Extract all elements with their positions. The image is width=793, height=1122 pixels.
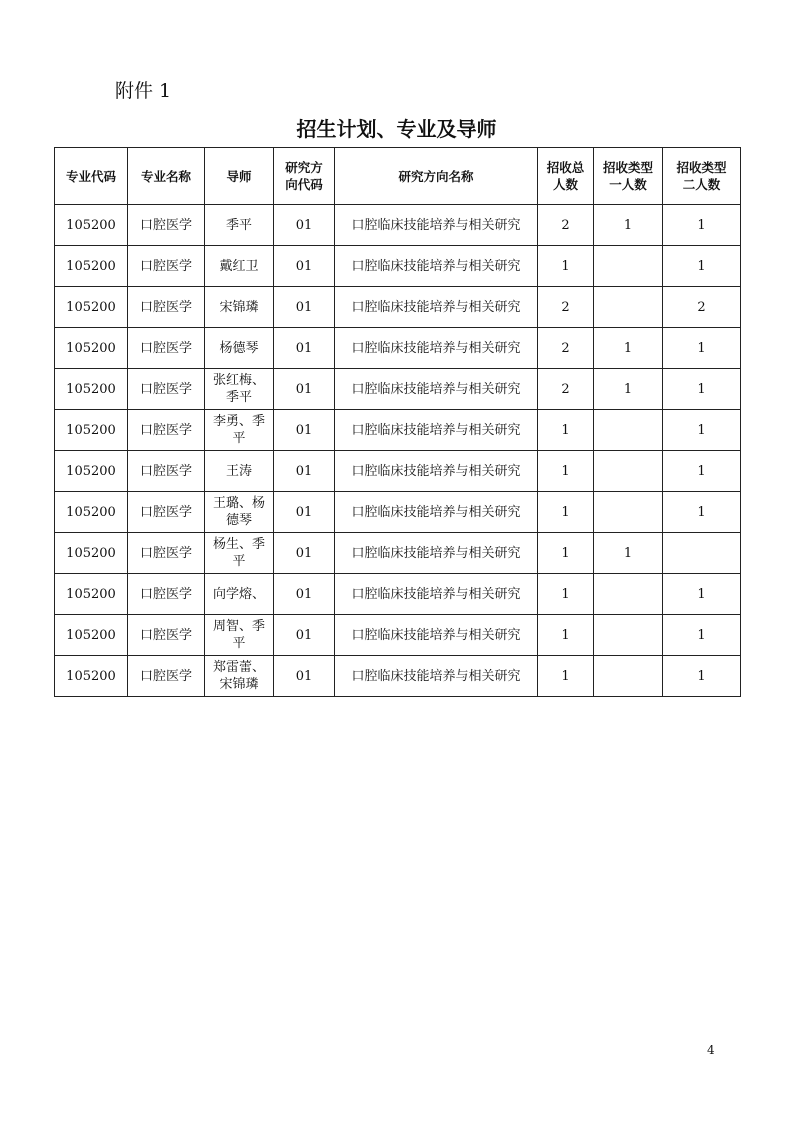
cell-direction-name: 口腔临床技能培养与相关研究 [335,615,538,656]
header-advisor: 导师 [205,148,274,205]
cell-total: 1 [538,246,594,287]
cell-direction-code: 01 [274,410,335,451]
cell-advisor: 郑雷蕾、 宋锦璘 [205,656,274,697]
cell-direction-name: 口腔临床技能培养与相关研究 [335,287,538,328]
cell-direction-name: 口腔临床技能培养与相关研究 [335,328,538,369]
cell-major-code: 105200 [55,246,128,287]
cell-direction-code: 01 [274,615,335,656]
cell-total: 2 [538,328,594,369]
table-row [55,533,741,574]
cell-type2: 1 [663,410,741,451]
cell-type2: 1 [663,574,741,615]
cell-type2: 2 [663,287,741,328]
cell-direction-code: 01 [274,574,335,615]
table-row [55,246,741,287]
cell-direction-name: 口腔临床技能培养与相关研究 [335,533,538,574]
cell-direction-name: 口腔临床技能培养与相关研究 [335,205,538,246]
cell-direction-code: 01 [274,656,335,697]
cell-major-code: 105200 [55,205,128,246]
header-major-name: 专业名称 [128,148,205,205]
cell-major-code: 105200 [55,328,128,369]
cell-type2: 1 [663,451,741,492]
cell-advisor: 杨德琴 [205,328,274,369]
table-row [55,287,741,328]
cell-major-name: 口腔医学 [128,328,205,369]
cell-type1 [594,410,663,451]
cell-type1: 1 [594,533,663,574]
cell-type2: 1 [663,369,741,410]
cell-major-name: 口腔医学 [128,287,205,328]
cell-major-name: 口腔医学 [128,451,205,492]
cell-direction-code: 01 [274,533,335,574]
cell-direction-name: 口腔临床技能培养与相关研究 [335,410,538,451]
cell-direction-name: 口腔临床技能培养与相关研究 [335,246,538,287]
cell-type1 [594,246,663,287]
table-row [55,369,741,410]
cell-advisor: 向学熔、 [205,574,274,615]
cell-type1 [594,451,663,492]
cell-total: 1 [538,451,594,492]
cell-major-code: 105200 [55,451,128,492]
cell-advisor: 张红梅、 季平 [205,369,274,410]
cell-advisor: 王涛 [205,451,274,492]
cell-total: 1 [538,574,594,615]
cell-major-name: 口腔医学 [128,615,205,656]
cell-advisor: 杨生、季 平 [205,533,274,574]
cell-type2: 1 [663,205,741,246]
cell-total: 1 [538,492,594,533]
cell-total: 2 [538,287,594,328]
table-row [55,328,741,369]
cell-advisor: 季平 [205,205,274,246]
cell-major-name: 口腔医学 [128,369,205,410]
cell-total: 1 [538,410,594,451]
document-title: 招生计划、专业及导师 [296,117,497,141]
cell-type2 [663,533,741,574]
header-direction-name: 研究方向名称 [335,148,538,205]
cell-major-code: 105200 [55,369,128,410]
table-header-row [55,148,741,205]
cell-type1: 1 [594,369,663,410]
cell-major-code: 105200 [55,492,128,533]
header-major-code: 专业代码 [55,148,128,205]
enrollment-plan-table [54,147,741,697]
cell-advisor: 王璐、杨 德琴 [205,492,274,533]
cell-direction-name: 口腔临床技能培养与相关研究 [335,492,538,533]
cell-type2: 1 [663,246,741,287]
cell-type1 [594,492,663,533]
cell-direction-code: 01 [274,328,335,369]
cell-major-name: 口腔医学 [128,656,205,697]
cell-type2: 1 [663,328,741,369]
cell-total: 1 [538,656,594,697]
cell-major-name: 口腔医学 [128,205,205,246]
cell-major-code: 105200 [55,615,128,656]
cell-type2: 1 [663,615,741,656]
cell-major-code: 105200 [55,574,128,615]
attachment-label: 附件 1 [115,80,172,102]
cell-direction-name: 口腔临床技能培养与相关研究 [335,451,538,492]
cell-advisor: 李勇、季 平 [205,410,274,451]
cell-advisor: 戴红卫 [205,246,274,287]
cell-total: 2 [538,205,594,246]
cell-type1: 1 [594,328,663,369]
cell-major-code: 105200 [55,410,128,451]
header-direction-code: 研究方 向代码 [274,148,335,205]
cell-direction-code: 01 [274,369,335,410]
table-row [55,492,741,533]
cell-type2: 1 [663,492,741,533]
cell-direction-code: 01 [274,492,335,533]
cell-type1 [594,574,663,615]
cell-major-name: 口腔医学 [128,492,205,533]
cell-direction-code: 01 [274,205,335,246]
cell-direction-name: 口腔临床技能培养与相关研究 [335,369,538,410]
cell-major-code: 105200 [55,533,128,574]
cell-total: 2 [538,369,594,410]
table-row [55,205,741,246]
cell-direction-code: 01 [274,246,335,287]
cell-direction-name: 口腔临床技能培养与相关研究 [335,656,538,697]
page-number: 4 [707,1043,715,1057]
cell-major-code: 105200 [55,287,128,328]
cell-major-code: 105200 [55,656,128,697]
table-row [55,410,741,451]
header-type1: 招收类型 一人数 [594,148,663,205]
cell-type1 [594,656,663,697]
cell-type2: 1 [663,656,741,697]
table-row [55,656,741,697]
table-row [55,451,741,492]
cell-advisor: 周智、季 平 [205,615,274,656]
cell-major-name: 口腔医学 [128,246,205,287]
cell-major-name: 口腔医学 [128,410,205,451]
cell-major-name: 口腔医学 [128,533,205,574]
table-row [55,615,741,656]
table-row [55,574,741,615]
header-type2: 招收类型 二人数 [663,148,741,205]
cell-direction-name: 口腔临床技能培养与相关研究 [335,574,538,615]
cell-type1 [594,615,663,656]
cell-total: 1 [538,533,594,574]
cell-major-name: 口腔医学 [128,574,205,615]
cell-total: 1 [538,615,594,656]
cell-advisor: 宋锦璘 [205,287,274,328]
cell-type1: 1 [594,205,663,246]
header-total: 招收总 人数 [538,148,594,205]
cell-type1 [594,287,663,328]
cell-direction-code: 01 [274,451,335,492]
cell-direction-code: 01 [274,287,335,328]
